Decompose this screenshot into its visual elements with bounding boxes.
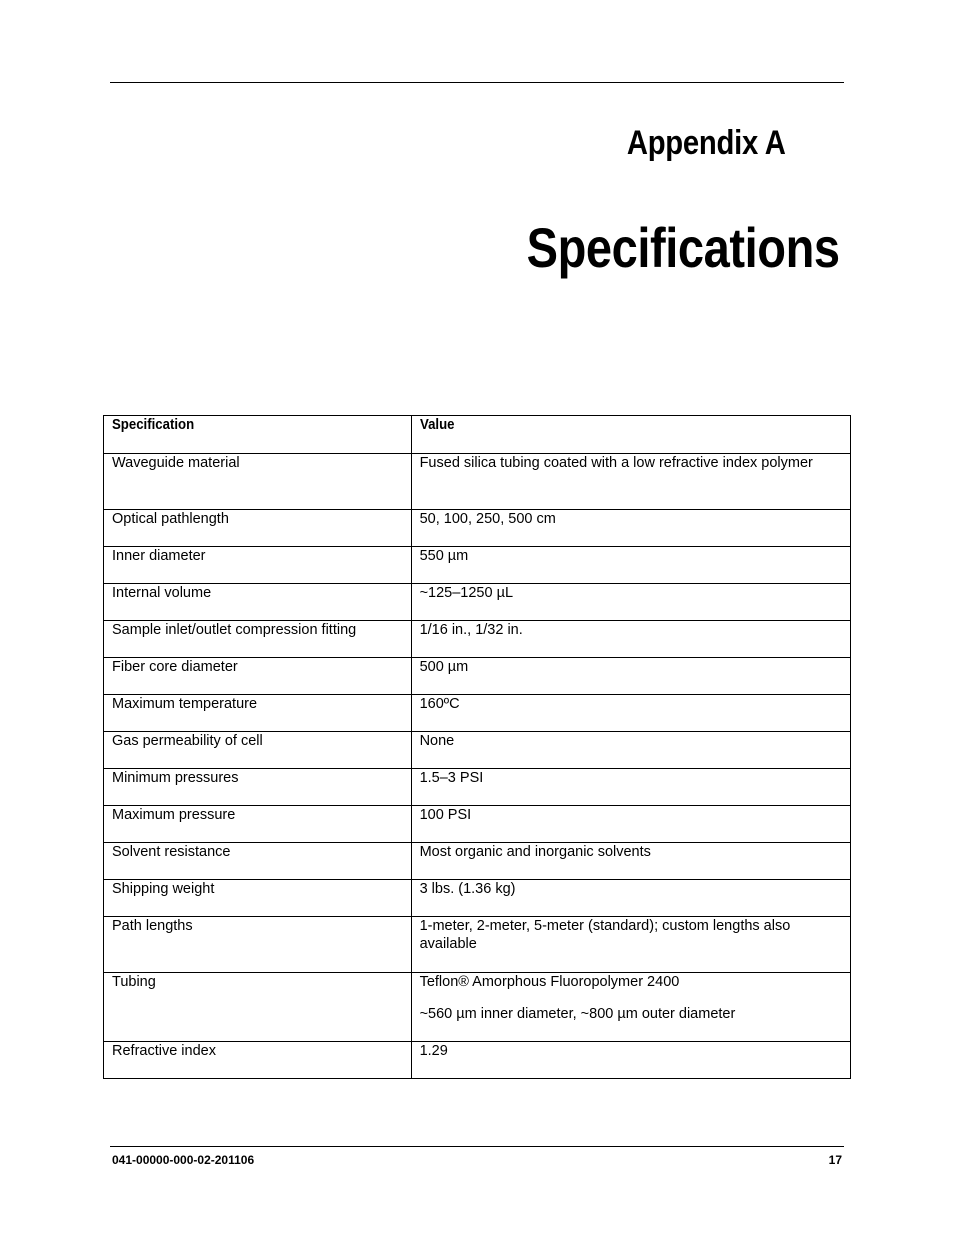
page-number: 17 xyxy=(828,1153,842,1167)
value-cell: 3 lbs. (1.36 kg) xyxy=(411,880,850,917)
spec-cell: Refractive index xyxy=(104,1042,412,1079)
value-cell: Most organic and inorganic solvents xyxy=(411,843,850,880)
table-row xyxy=(104,454,851,510)
spec-cell: Fiber core diameter xyxy=(104,658,412,695)
footer-rule xyxy=(110,1146,844,1147)
value-cell: 160ºC xyxy=(411,695,850,732)
table-row xyxy=(104,806,851,843)
specifications-table xyxy=(103,415,851,1079)
spec-cell: Maximum temperature xyxy=(104,695,412,732)
spec-cell: Gas permeability of cell xyxy=(104,732,412,769)
spec-cell: Solvent resistance xyxy=(104,843,412,880)
value-cell: 1-meter, 2-meter, 5-meter (standard); custom lengths also available xyxy=(411,917,850,973)
column-header-value: Value xyxy=(411,416,850,454)
table-row xyxy=(104,510,851,547)
spec-cell: Sample inlet/outlet compression fitting xyxy=(104,621,412,658)
table-row xyxy=(104,547,851,584)
value-cell xyxy=(411,973,850,1042)
value-cell: 1.5–3 PSI xyxy=(411,769,850,806)
value-cell: Fused silica tubing coated with a low refractive index polymer xyxy=(411,454,850,510)
table-row xyxy=(104,769,851,806)
spec-cell: Maximum pressure xyxy=(104,806,412,843)
value-cell: ~125–1250 µL xyxy=(411,584,850,621)
value-cell: 50, 100, 250, 500 cm xyxy=(411,510,850,547)
spec-cell: Optical pathlength xyxy=(104,510,412,547)
table-row xyxy=(104,621,851,658)
value-line-2: ~560 µm inner diameter, ~800 µm outer diameter xyxy=(419,1006,736,1022)
value-cell: 1/16 in., 1/32 in. xyxy=(411,621,850,658)
table-row xyxy=(104,658,851,695)
value-cell: None xyxy=(411,732,850,769)
appendix-label: Appendix A xyxy=(627,124,786,162)
value-cell: 500 µm xyxy=(411,658,850,695)
document-number: 041-00000-000-02-201106 xyxy=(112,1153,255,1167)
spec-cell: Minimum pressures xyxy=(104,769,412,806)
table-row xyxy=(104,732,851,769)
column-header-specification: Specification xyxy=(104,416,412,454)
table-row xyxy=(104,843,851,880)
spec-cell: Inner diameter xyxy=(104,547,412,584)
table-header-row xyxy=(104,416,851,454)
table-row xyxy=(104,973,851,1042)
table-row xyxy=(104,584,851,621)
table-row xyxy=(104,917,851,973)
spec-cell: Path lengths xyxy=(104,917,412,973)
table-row xyxy=(104,695,851,732)
spec-cell: Waveguide material xyxy=(104,454,412,510)
page-title: Specifications xyxy=(526,216,840,279)
header-rule xyxy=(110,82,844,83)
spec-cell: Shipping weight xyxy=(104,880,412,917)
value-line-1: Teflon® Amorphous Fluoropolymer 2400 xyxy=(419,974,680,990)
spec-cell: Tubing xyxy=(104,973,412,1042)
table-row xyxy=(104,1042,851,1079)
value-cell: 1.29 xyxy=(411,1042,850,1079)
value-cell: 550 µm xyxy=(411,547,850,584)
spec-cell: Internal volume xyxy=(104,584,412,621)
value-cell: 100 PSI xyxy=(411,806,850,843)
table-row xyxy=(104,880,851,917)
